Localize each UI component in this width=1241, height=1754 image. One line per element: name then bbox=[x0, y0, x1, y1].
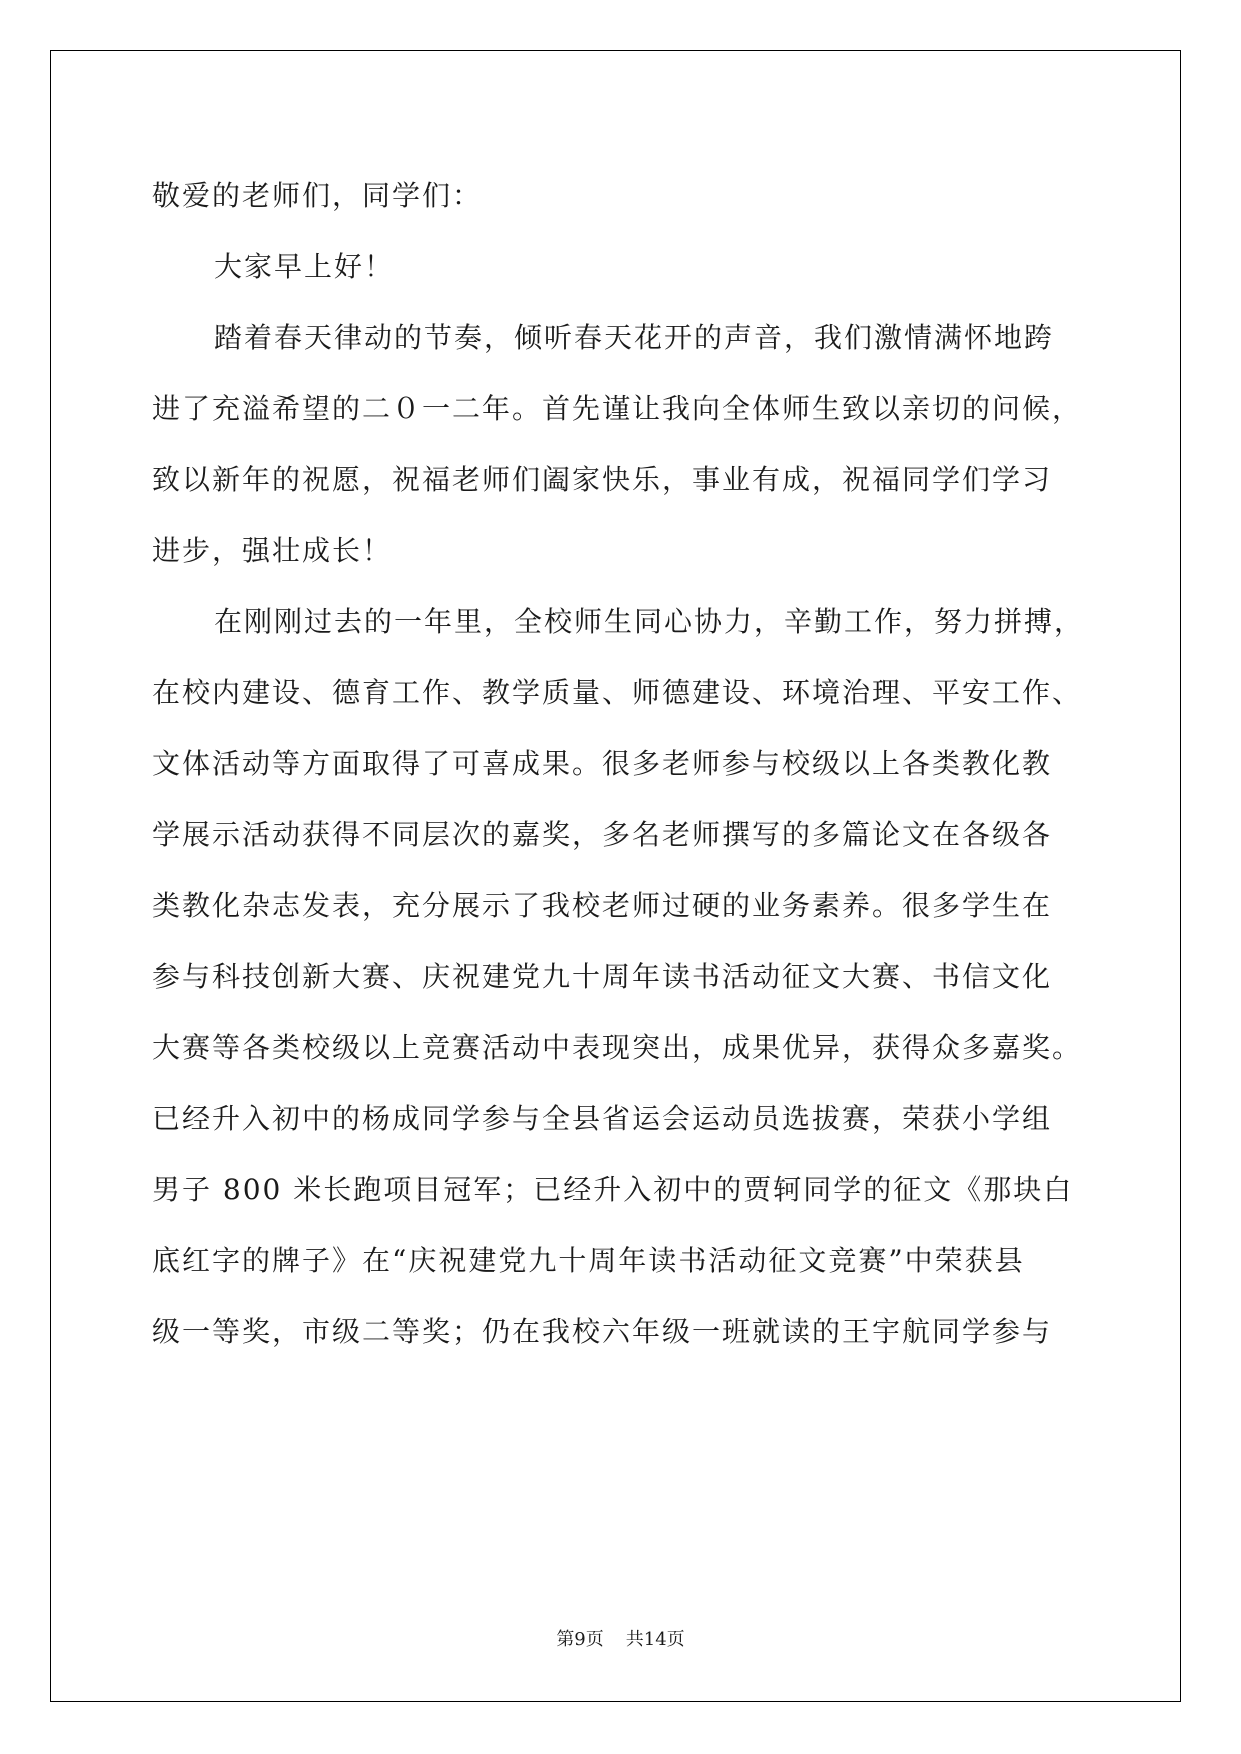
paragraph-line: 参与科技创新大赛、庆祝建党九十周年读书活动征文大赛、书信文化 bbox=[152, 960, 1053, 993]
greeting: 大家早上好！ bbox=[214, 250, 395, 283]
paragraph-line: 学展示活动获得不同层次的嘉奖，多名老师撰写的多篇论文在各级各 bbox=[152, 818, 1053, 851]
paragraph-line: 致以新年的祝愿，祝福老师们阖家快乐，事业有成，祝福同学们学习 bbox=[152, 463, 1053, 496]
paragraph-line: 在校内建设、德育工作、教学质量、师德建设、环境治理、平安工作、 bbox=[152, 676, 1083, 709]
paragraph-line: 踏着春天律动的节奏，倾听春天花开的声音，我们激情满怀地跨 bbox=[214, 321, 1055, 354]
page-footer bbox=[0, 1625, 1241, 1651]
salutation: 敬爱的老师们，同学们： bbox=[152, 179, 483, 212]
total-pages: 共14页 bbox=[625, 1629, 685, 1650]
paragraph-line: 文体活动等方面取得了可喜成果。很多老师参与校级以上各类教化教 bbox=[152, 747, 1053, 780]
paragraph-line: 男子 800 米长跑项目冠军；已经升入初中的贾轲同学的征文《那块白 bbox=[152, 1173, 1074, 1206]
current-page-number: 第9页 bbox=[556, 1629, 604, 1650]
paragraph-line: 大赛等各类校级以上竞赛活动中表现突出，成果优异，获得众多嘉奖。 bbox=[152, 1031, 1083, 1064]
paragraph-line: 类教化杂志发表，充分展示了我校老师过硬的业务素养。很多学生在 bbox=[152, 889, 1053, 922]
paragraph-line: 已经升入初中的杨成同学参与全县省运会运动员选拔赛，荣获小学组 bbox=[152, 1102, 1053, 1135]
paragraph-line: 在刚刚过去的一年里，全校师生同心协力，辛勤工作，努力拼搏， bbox=[214, 605, 1085, 638]
paragraph-line: 级一等奖，市级二等奖；仍在我校六年级一班就读的王宇航同学参与 bbox=[152, 1315, 1053, 1348]
paragraph-line: 进步，强壮成长！ bbox=[152, 534, 393, 567]
document-body bbox=[152, 160, 1097, 1367]
paragraph-line: 底红字的牌子》在“庆祝建党九十周年读书活动征文竞赛”中荣获县 bbox=[152, 1244, 1025, 1277]
paragraph-line: 进了充溢希望的二０一二年。首先谨让我向全体师生致以亲切的问候， bbox=[152, 392, 1083, 425]
